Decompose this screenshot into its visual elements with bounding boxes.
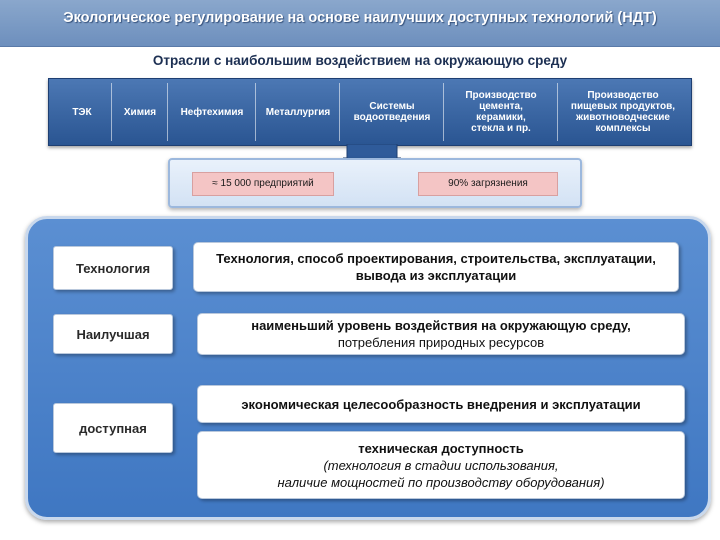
stats-box <box>168 158 582 208</box>
sector-petrochemistry: Нефтехимия <box>167 83 256 141</box>
stat-enterprises: ≈ 15 000 предприятий <box>192 172 334 196</box>
stat-pollution: 90% загрязнения <box>418 172 558 196</box>
definition-technology-line1: Технология, способ проектирования, строительства, эксплуатации, <box>216 251 656 266</box>
header-bar <box>0 0 720 47</box>
term-available: доступная <box>53 403 173 453</box>
definition-technical-title: техническая доступность <box>358 440 524 456</box>
definitions-panel <box>25 216 711 520</box>
sectors-bar <box>48 78 692 146</box>
definition-technology <box>193 242 679 292</box>
definition-technology-line2: вывода из эксплуатации <box>355 268 517 283</box>
term-technology: Технология <box>53 246 173 290</box>
definition-best-line1: наименьший уровень воздействия на окружающую среду, <box>251 318 631 333</box>
definition-technical <box>197 431 685 499</box>
subtitle: Отрасли с наибольшим воздействием на окружающую среду <box>152 53 568 68</box>
sector-tek: ТЭК <box>72 106 92 118</box>
definition-technical-line3: наличие мощностей по производству оборудования) <box>277 474 605 490</box>
definition-technical-line2: (технология в стадии использования, <box>323 457 559 473</box>
definition-economic <box>197 385 685 423</box>
definition-best-line2: потребления природных ресурсов <box>337 335 545 350</box>
slide-title: Экологическое регулирование на основе наилучших доступных технологий (НДТ) <box>63 10 657 26</box>
definition-best <box>197 313 685 355</box>
sector-food-livestock: Производство пищевых продуктов, животноводческие комплексы <box>557 83 688 141</box>
sector-drainage-systems: Системы водоотведения <box>339 83 444 141</box>
sector-chemistry: Химия <box>111 83 168 141</box>
definition-economic-text: экономическая целесообразность внедрения и эксплуатации <box>241 396 641 412</box>
sector-metallurgy: Металлургия <box>255 83 340 141</box>
term-best: Наилучшая <box>53 314 173 354</box>
sector-cement-ceramics: Производство цемента, керамики, стекла и пр. <box>443 83 558 141</box>
